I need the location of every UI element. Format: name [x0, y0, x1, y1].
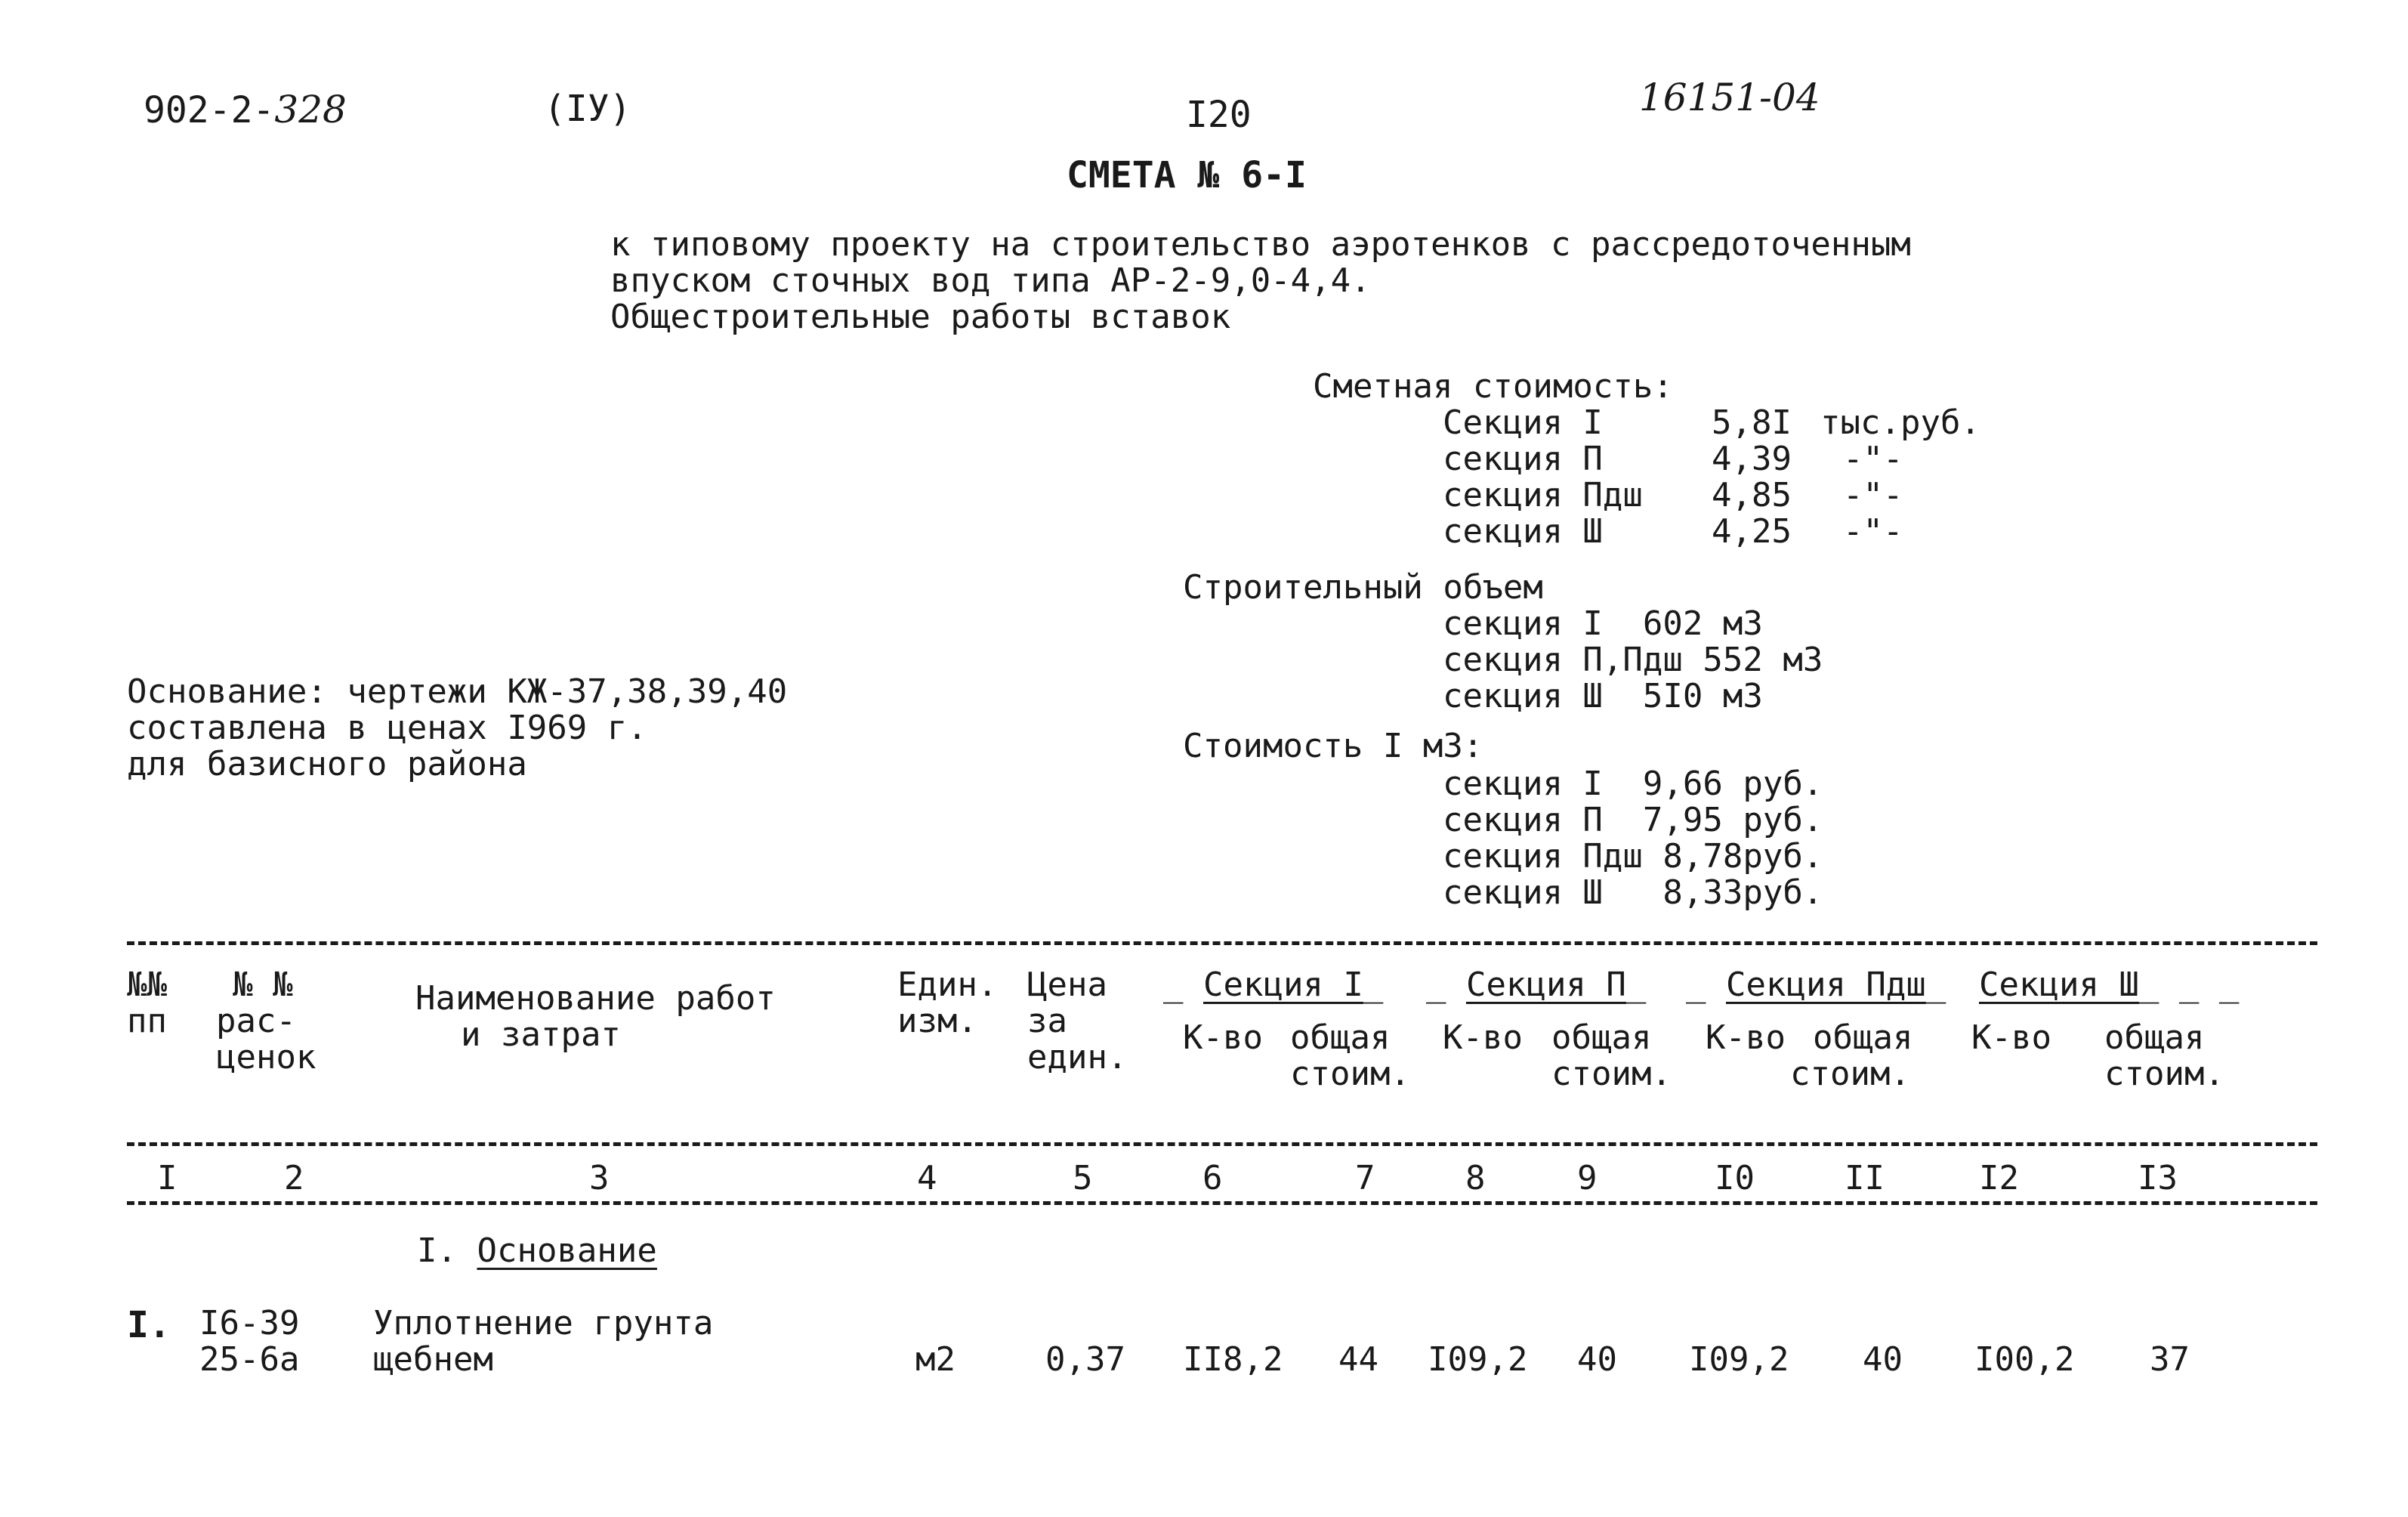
page-number: I20 — [1186, 94, 1252, 136]
header-qty-2: К-во — [1443, 1018, 1523, 1057]
header-price-1: Цена — [1027, 966, 1107, 1004]
row-1-qty-4: I00,2 — [1974, 1340, 2075, 1379]
building-volume-label: Строительный объем — [1183, 568, 1543, 607]
header-name-1: Наименование работ — [415, 979, 776, 1018]
estimate-section-2: секция П — [1443, 440, 1603, 478]
page-title: СМЕТА № 6-I — [1067, 154, 1307, 196]
header-total-4a: общая — [2104, 1018, 2205, 1057]
estimate-section-4: секция Ш — [1443, 512, 1603, 551]
building-volume-row-1: секция I 602 м3 — [1443, 604, 1763, 643]
building-volume-row-3: секция Ш 5I0 м3 — [1443, 677, 1763, 715]
estimate-value-4: 4,25 — [1712, 512, 1792, 551]
estimate-cost-label: Сметная стоимость: — [1313, 367, 1673, 406]
header-total-2b: стоим. — [1551, 1055, 1672, 1093]
header-section-2: _ Секция П_ — [1426, 966, 1647, 1004]
row-1-total-2: 40 — [1577, 1340, 1617, 1379]
subtitle-line-3: Общестроительные работы вставок — [610, 298, 1231, 336]
estimate-value-2: 4,39 — [1712, 440, 1792, 478]
col-number-2: 2 — [284, 1159, 304, 1197]
header-section-1-label: Секция I — [1202, 966, 1363, 1004]
row-1-name-2: щебнем — [373, 1340, 493, 1379]
cost-per-m3-row-1: секция I 9,66 руб. — [1443, 765, 1823, 803]
header-total-1b: стоим. — [1290, 1055, 1410, 1093]
estimate-unit-3: -"- — [1843, 476, 1903, 514]
subtitle-line-2: впуском сточных вод типа АР-2-9,0-4,4. — [610, 261, 1371, 300]
table-header-rule — [127, 1142, 2317, 1146]
header-unit-2: изм. — [897, 1002, 977, 1040]
col-number-7: 7 — [1355, 1159, 1375, 1197]
project-code — [144, 88, 347, 131]
row-1-total-4: 37 — [2150, 1340, 2190, 1379]
header-total-3b: стоим. — [1790, 1055, 1910, 1093]
cost-per-m3-row-4: секция Ш 8,33руб. — [1443, 873, 1823, 912]
header-pp-1: №№ — [127, 966, 167, 1004]
col-number-13: I3 — [2138, 1159, 2178, 1197]
row-1-price: 0,37 — [1045, 1340, 1125, 1379]
col-number-6: 6 — [1202, 1159, 1223, 1197]
col-number-1: I — [157, 1159, 178, 1197]
col-number-4: 4 — [917, 1159, 937, 1197]
header-rates-1: № № — [233, 966, 293, 1004]
header-section-3-label: Секция Пдш — [1725, 966, 1926, 1004]
col-number-11: II — [1845, 1159, 1885, 1197]
header-price-3: един. — [1027, 1038, 1128, 1077]
row-1-qty-3: I09,2 — [1689, 1340, 1789, 1379]
group-title — [417, 1231, 657, 1270]
col-number-9: 9 — [1577, 1159, 1598, 1197]
col-number-8: 8 — [1465, 1159, 1486, 1197]
col-number-12: I2 — [1979, 1159, 2019, 1197]
row-1-qty-2: I09,2 — [1428, 1340, 1528, 1379]
row-1-qty-1: II8,2 — [1183, 1340, 1283, 1379]
header-rates-2: рас- — [216, 1002, 296, 1040]
header-total-4b: стоим. — [2104, 1055, 2224, 1093]
volume-label: (IУ) — [544, 88, 631, 130]
header-total-1a: общая — [1290, 1018, 1391, 1057]
cost-per-m3-row-3: секция Пдш 8,78руб. — [1443, 837, 1823, 876]
header-qty-3: К-во — [1706, 1018, 1786, 1057]
header-pp-2: пп — [127, 1002, 167, 1040]
row-1-total-1: 44 — [1338, 1340, 1378, 1379]
estimate-unit-4: -"- — [1843, 512, 1903, 551]
project-code-prefix: 902-2- — [144, 89, 275, 131]
header-section-1: _ Секция I_ — [1163, 966, 1384, 1004]
col-number-10: I0 — [1715, 1159, 1755, 1197]
header-price-2: за — [1027, 1002, 1067, 1040]
row-1-total-3: 40 — [1863, 1340, 1903, 1379]
estimate-unit-2: -"- — [1843, 440, 1903, 478]
estimate-section-1: Секция I — [1443, 403, 1603, 442]
row-1-rate-2: 25-6а — [199, 1340, 300, 1379]
basis-line-2: составлена в ценах I969 г. — [127, 709, 647, 747]
basis-line-1: Основание: чертежи КЖ-37,38,39,40 — [127, 672, 788, 711]
header-qty-4: К-во — [1971, 1018, 2051, 1057]
basis-line-3: для базисного района — [127, 745, 527, 783]
estimate-unit-1: тыс.руб. — [1820, 403, 1980, 442]
document-number: 16151-04 — [1639, 76, 1820, 119]
group-title-number: I. — [417, 1231, 457, 1270]
header-total-2a: общая — [1551, 1018, 1652, 1057]
header-section-3: _ Секция Пдш_ — [1686, 966, 1946, 1004]
header-section-4-label: Секция Ш — [1979, 966, 2139, 1004]
header-section-4: Секция Ш_ _ _ — [1979, 966, 2240, 1004]
header-rates-3: ценок — [216, 1038, 316, 1077]
cost-per-m3-label: Стоимость I м3: — [1183, 727, 1483, 765]
header-total-3a: общая — [1813, 1018, 1913, 1057]
header-unit-1: Един. — [897, 966, 998, 1004]
estimate-value-3: 4,85 — [1712, 476, 1792, 514]
project-code-handwritten: 328 — [274, 88, 347, 131]
row-1-name-1: Уплотнение грунта — [373, 1304, 714, 1342]
col-number-3: 3 — [589, 1159, 610, 1197]
row-1-unit: м2 — [915, 1340, 955, 1379]
row-1-number: I. — [127, 1304, 171, 1346]
cost-per-m3-row-2: секция П 7,95 руб. — [1443, 801, 1823, 839]
row-1-rate-1: I6-39 — [199, 1304, 300, 1342]
subtitle-line-1: к типовому проекту на строительство аэротенков с рассредоточенным — [610, 225, 1911, 264]
building-volume-row-2: секция П,Пдш 552 м3 — [1443, 641, 1823, 679]
header-name-2: и затрат — [461, 1015, 621, 1054]
table-top-rule — [127, 941, 2317, 945]
column-number-rule — [127, 1201, 2317, 1205]
estimate-value-1: 5,8I — [1712, 403, 1792, 442]
group-title-name: Основание — [477, 1231, 657, 1270]
estimate-section-3: секция Пдш — [1443, 476, 1643, 514]
col-number-5: 5 — [1073, 1159, 1093, 1197]
header-qty-1: К-во — [1183, 1018, 1263, 1057]
header-section-2-label: Секция П — [1465, 966, 1626, 1004]
